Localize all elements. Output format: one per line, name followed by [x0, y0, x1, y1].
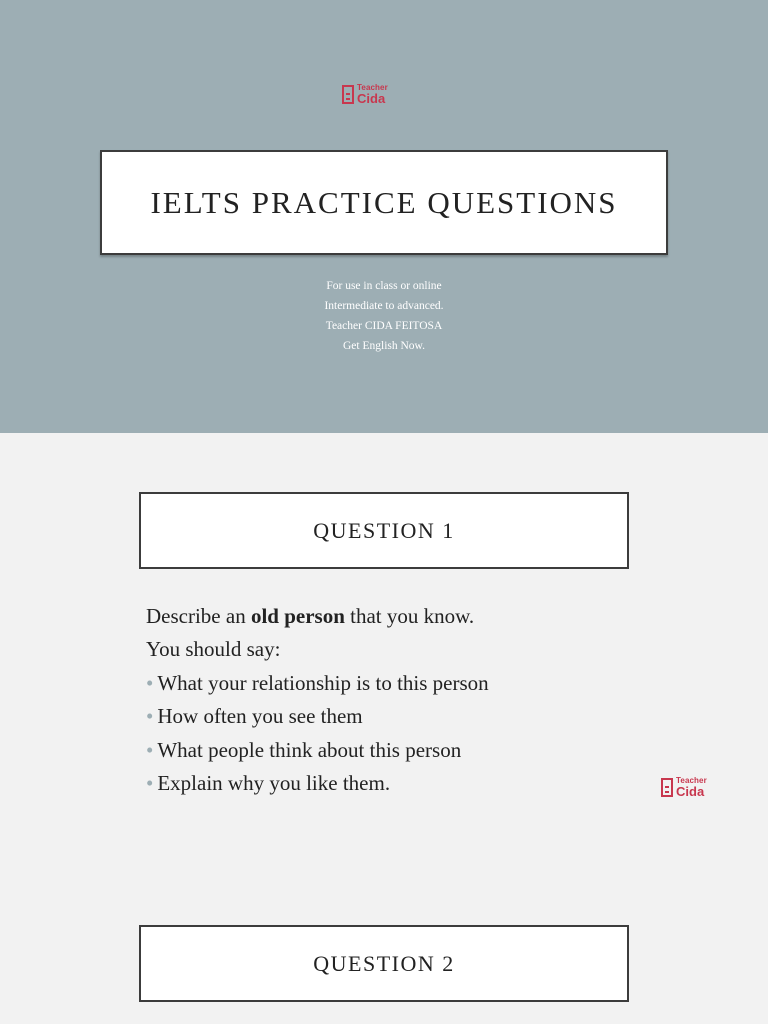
bullet-icon: •	[146, 737, 154, 762]
list-item	[146, 700, 626, 733]
logo-big-text: Cida	[676, 784, 705, 799]
subtitle-line: Get English Now.	[343, 340, 425, 352]
question-intro	[146, 600, 626, 633]
list-item-text: Explain why you like them.	[157, 771, 391, 796]
question-1-label: QUESTION 1	[313, 517, 455, 543]
bullet-icon: •	[146, 771, 154, 796]
title-slide	[0, 0, 768, 433]
intro-suffix: that you know.	[344, 604, 475, 628]
subtitle-line: For use in class or online	[326, 280, 442, 292]
bullet-icon: •	[146, 704, 154, 729]
logo-small-text: Teacher	[357, 83, 388, 92]
intro-bold: old person	[250, 604, 345, 628]
bullet-icon: •	[146, 670, 154, 695]
logo-mark-icon	[661, 778, 673, 797]
teacher-cida-logo	[342, 84, 388, 105]
logo-small-text: Teacher	[676, 776, 707, 785]
subtitle-block	[234, 276, 534, 356]
question-prompt: You should say:	[146, 637, 281, 662]
subtitle-line: Intermediate to advanced.	[324, 300, 444, 312]
list-item	[146, 667, 626, 700]
question-1-heading-box	[139, 492, 629, 569]
logo-big-text: Cida	[357, 91, 386, 106]
logo-mark-icon	[342, 85, 354, 104]
intro-prefix: Describe an	[146, 604, 251, 628]
teacher-cida-logo-side	[661, 777, 707, 798]
list-item-text: What your relationship is to this person	[157, 670, 489, 695]
list-item-text: What people think about this person	[157, 737, 462, 762]
list-item	[146, 734, 626, 767]
question-2-label: QUESTION 2	[313, 950, 455, 976]
subtitle-line: Teacher CIDA FEITOSA	[325, 320, 443, 332]
list-item-text: How often you see them	[157, 704, 363, 729]
list-item	[146, 767, 626, 800]
page-title: IELTS PRACTICE QUESTIONS	[150, 184, 618, 220]
question-1-body	[146, 600, 626, 800]
title-box	[100, 150, 668, 255]
question-2-heading-box	[139, 925, 629, 1002]
